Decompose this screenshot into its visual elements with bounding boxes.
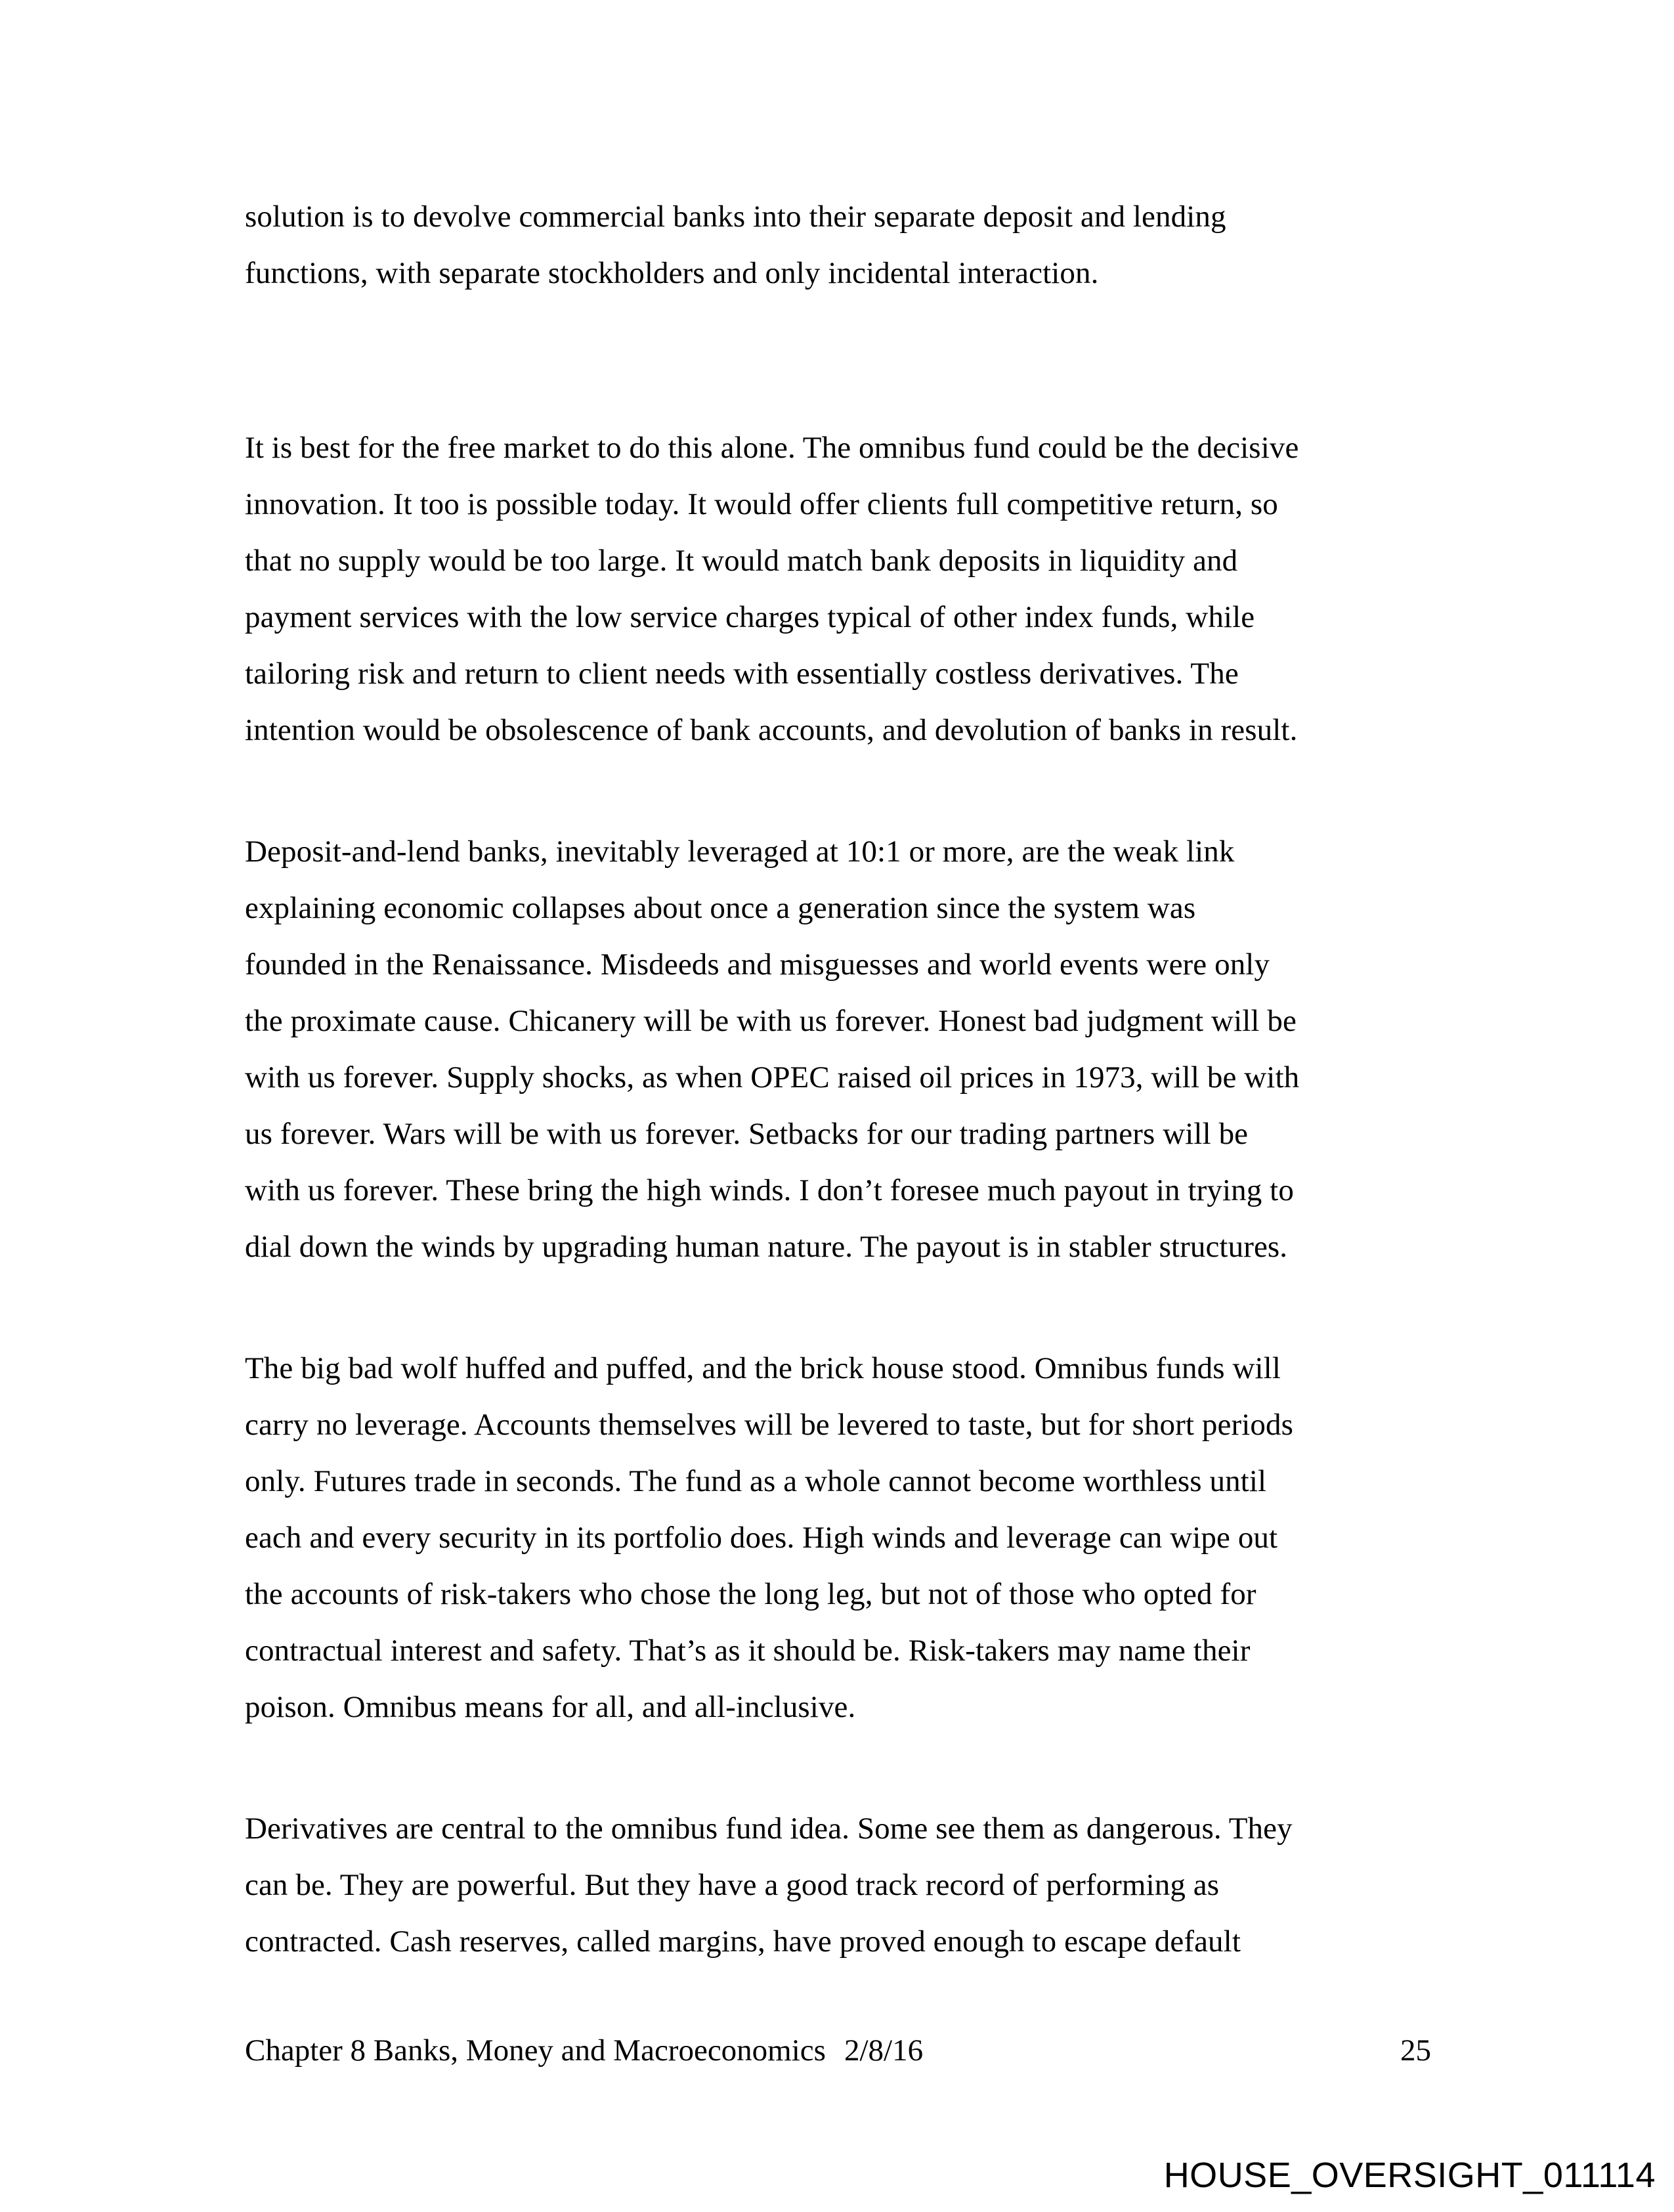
text-line: intention would be obsolescence of bank accounts, and devolution of banks in result. (245, 713, 1298, 747)
text-line: The big bad wolf huffed and puffed, and the brick house stood. Omnibus funds will (245, 1351, 1281, 1385)
text-line: with us forever. Supply shocks, as when OPEC raised oil prices in 1973, will be with (245, 1060, 1300, 1095)
paragraph-3 (245, 823, 1436, 1275)
text-line: can be. They are powerful. But they have a good track record of performing as (245, 1868, 1220, 1902)
text-line: Deposit-and-lend banks, inevitably leveraged at 10:1 or more, are the weak link (245, 835, 1235, 869)
footer-chapter-title: Chapter 8 Banks, Money and Macroeconomics (245, 2033, 826, 2068)
text-line: It is best for the free market to do this alone. The omnibus fund could be the decisive (245, 431, 1299, 465)
text-line: the accounts of risk-takers who chose the long leg, but not of those who opted for (245, 1577, 1256, 1611)
text-line: poison. Omnibus means for all, and all-inclusive. (245, 1690, 856, 1724)
page-footer (245, 2022, 1431, 2079)
text-line: only. Futures trade in seconds. The fund as a whole cannot become worthless until (245, 1464, 1267, 1498)
text-line: functions, with separate stockholders and only incidental interaction. (245, 256, 1099, 290)
paragraph-4 (245, 1340, 1436, 1735)
page-body (245, 188, 1436, 1970)
text-line: that no supply would be too large. It would match bank deposits in liquidity and (245, 544, 1238, 578)
text-line: contractual interest and safety. That’s as it should be. Risk-takers may name their (245, 1634, 1251, 1668)
text-line: the proximate cause. Chicanery will be with us forever. Honest bad judgment will be (245, 1004, 1297, 1038)
paragraph-5 (245, 1800, 1436, 1970)
text-line: with us forever. These bring the high winds. I don’t foresee much payout in trying to (245, 1173, 1294, 1207)
bates-stamp: HOUSE_OVERSIGHT_011114 (1163, 2156, 1656, 2195)
text-line: founded in the Renaissance. Misdeeds and misguesses and world events were only (245, 947, 1270, 982)
text-line: payment services with the low service charges typical of other index funds, while (245, 600, 1255, 634)
text-line: contracted. Cash reserves, called margins, have proved enough to escape default (245, 1924, 1241, 1959)
footer-date: 2/8/16 (844, 2033, 924, 2068)
paragraph-1 (245, 188, 1436, 301)
text-line: solution is to devolve commercial banks into their separate deposit and lending (245, 200, 1226, 234)
paragraph-2 (245, 420, 1436, 758)
text-line: tailoring risk and return to client needs with essentially costless derivatives. The (245, 657, 1239, 691)
text-line: innovation. It too is possible today. It would offer clients full competitive return, so (245, 487, 1278, 521)
text-line: explaining economic collapses about once a generation since the system was (245, 891, 1196, 925)
text-line: carry no leverage. Accounts themselves will be levered to taste, but for short periods (245, 1408, 1293, 1442)
text-line: dial down the winds by upgrading human nature. The payout is in stabler structures. (245, 1230, 1288, 1264)
text-line: us forever. Wars will be with us forever. Setbacks for our trading partners will be (245, 1117, 1249, 1151)
footer-page-number: 25 (1400, 2033, 1431, 2068)
text-line: Derivatives are central to the omnibus fund idea. Some see them as dangerous. They (245, 1811, 1293, 1846)
text-line: each and every security in its portfolio does. High winds and leverage can wipe out (245, 1521, 1278, 1555)
